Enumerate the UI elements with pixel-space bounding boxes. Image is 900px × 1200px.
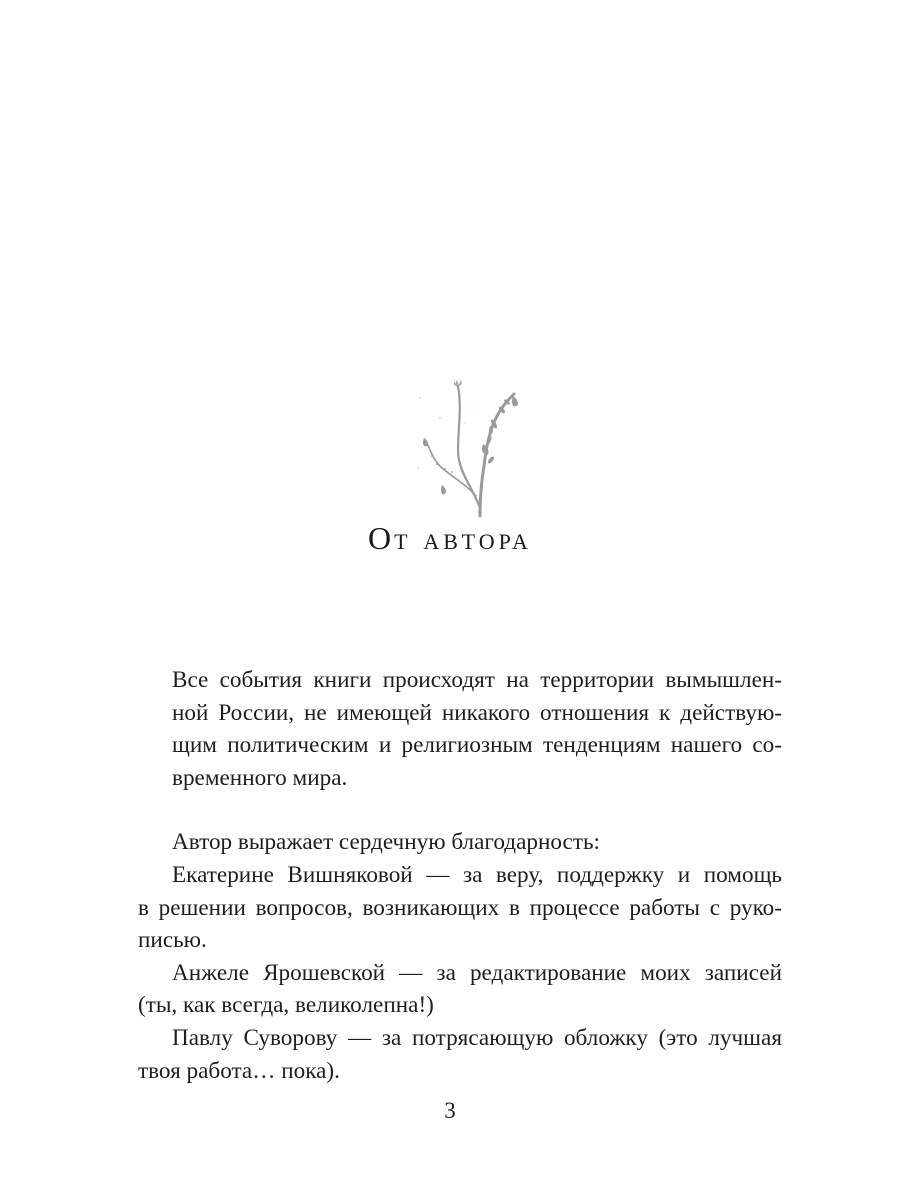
page-number: 3 — [444, 1098, 456, 1123]
paragraph-gap — [138, 794, 782, 826]
text-line: Павлу Суворову — за потрясающую обложку (это лучшая — [172, 1024, 782, 1051]
text-line: Анжеле Ярошевской — за редактирование моих записей — [172, 959, 782, 986]
text-line: Автор выражает сердечную благодарность: — [172, 829, 600, 856]
chapter-title-initial: О — [368, 520, 395, 556]
plant-sprig-icon — [410, 368, 520, 518]
paragraph-thanks-vishnyakova — [138, 859, 782, 957]
text-line: временного мира. — [172, 764, 348, 791]
text-line: (ты, как всегда, великолепна!) — [138, 992, 434, 1019]
text-line: твоя работа… пока). — [138, 1057, 340, 1084]
text-line: щим политическим и религиозным тенденциям нашего со- — [172, 732, 782, 759]
chapter-title — [0, 520, 900, 557]
paragraph-thanks-suvorov — [138, 1022, 782, 1087]
paragraph-setting-disclaimer — [138, 664, 782, 794]
text-line: писью. — [138, 927, 207, 954]
paragraph-gratitude-intro — [138, 826, 782, 859]
text-line: в решении вопросов, возникающих в процессе работы с руко- — [138, 894, 782, 921]
chapter-title-rest: т автора — [394, 521, 532, 556]
text-line: ной России, не имеющей никакого отношения к действую- — [172, 699, 782, 726]
body-text — [138, 664, 782, 1087]
text-line: Все события книги происходят на территории вымышлен- — [172, 667, 782, 693]
paragraph-thanks-yaroshevskaya — [138, 957, 782, 1022]
text-line: Екатерине Вишняковой — за веру, поддержку и помощь — [172, 861, 782, 888]
